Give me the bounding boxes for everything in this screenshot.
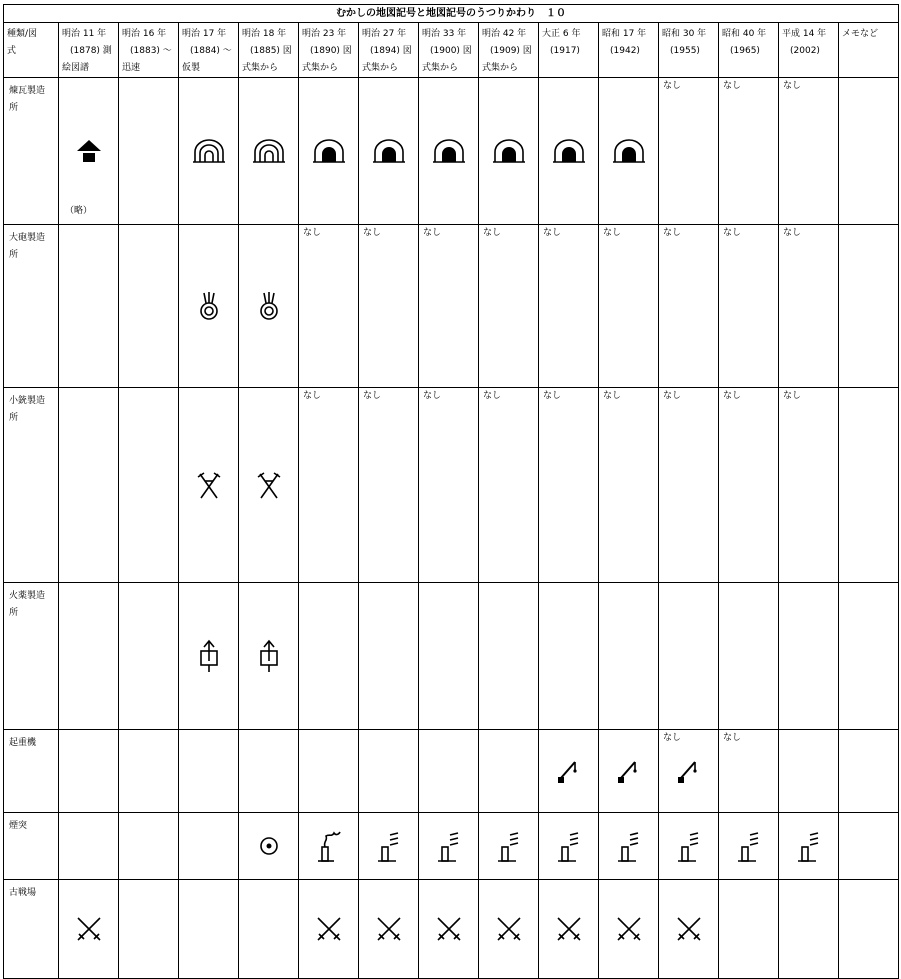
crossed-swords-icon xyxy=(374,914,404,944)
era-cell xyxy=(239,813,299,880)
era-cell xyxy=(839,78,899,225)
era-cell xyxy=(599,880,659,979)
table-title: むかしの地図記号と地図記号のうつりかわり １０ xyxy=(4,5,899,23)
era-cell xyxy=(299,583,359,730)
kiln-solid-icon xyxy=(372,138,406,164)
era-cell xyxy=(119,78,179,225)
era-cell xyxy=(659,880,719,979)
era-cell xyxy=(599,813,659,880)
none-label: なし xyxy=(363,228,382,238)
header-era: 明治 11 年 (1878) 測 絵図譜 xyxy=(59,23,119,78)
era-cell xyxy=(239,225,299,388)
none-label: なし xyxy=(723,81,742,91)
crossed-swords-icon xyxy=(74,914,104,944)
kiln-solid-icon xyxy=(552,138,586,164)
none-label: なし xyxy=(723,228,742,238)
era-cell xyxy=(419,388,479,583)
era-cell xyxy=(419,225,479,388)
era-cell xyxy=(659,583,719,730)
kiln-solid-icon xyxy=(492,138,526,164)
header-era: 昭和 17 年 (1942) xyxy=(599,23,659,78)
era-cell xyxy=(479,813,539,880)
era-cell xyxy=(59,78,119,225)
chimney-icon xyxy=(616,829,642,863)
era-cell xyxy=(359,583,419,730)
era-cell xyxy=(239,388,299,583)
header-kind: 種類/図 式 xyxy=(4,23,59,78)
era-cell xyxy=(839,880,899,979)
era-cell xyxy=(299,813,359,880)
era-cell xyxy=(719,730,779,813)
chimney-icon xyxy=(376,829,402,863)
era-cell xyxy=(419,78,479,225)
none-label: なし xyxy=(603,391,622,401)
kiln-solid-icon xyxy=(612,138,646,164)
header-era: 明治 17 年 (1884) ～ 仮製 xyxy=(179,23,239,78)
circle-dot-icon xyxy=(258,835,280,857)
crane-icon xyxy=(556,758,582,784)
table-row xyxy=(4,813,899,880)
era-cell xyxy=(539,225,599,388)
none-label: なし xyxy=(723,733,742,743)
chimney-icon xyxy=(496,829,522,863)
kind-cell: 古戦場 xyxy=(4,880,59,979)
crossed-swords-icon xyxy=(494,914,524,944)
era-cell xyxy=(59,388,119,583)
kiln-solid-icon xyxy=(312,138,346,164)
era-cell xyxy=(59,225,119,388)
header-row xyxy=(4,23,899,78)
era-cell xyxy=(659,813,719,880)
omitted-note: （略） xyxy=(65,206,93,216)
none-label: なし xyxy=(423,391,442,401)
house-arrow-icon xyxy=(74,136,104,166)
era-cell xyxy=(179,78,239,225)
none-label: なし xyxy=(783,391,802,401)
era-cell xyxy=(779,583,839,730)
era-cell xyxy=(359,78,419,225)
chimney-icon xyxy=(556,829,582,863)
era-cell xyxy=(479,880,539,979)
era-cell xyxy=(479,225,539,388)
era-cell xyxy=(719,388,779,583)
era-cell xyxy=(119,225,179,388)
none-label: なし xyxy=(783,81,802,91)
crossed-swords-icon xyxy=(314,914,344,944)
none-label: なし xyxy=(303,391,322,401)
era-cell xyxy=(359,813,419,880)
era-cell xyxy=(59,730,119,813)
era-cell xyxy=(839,388,899,583)
header-era: 平成 14 年 (2002) xyxy=(779,23,839,78)
header-era: 明治 23 年 (1890) 図 式集から xyxy=(299,23,359,78)
rifle-icon xyxy=(196,470,222,500)
none-label: なし xyxy=(483,391,502,401)
era-cell xyxy=(479,388,539,583)
era-cell xyxy=(479,78,539,225)
header-memo: メモなど xyxy=(839,23,899,78)
era-cell xyxy=(839,813,899,880)
era-cell xyxy=(239,583,299,730)
era-cell xyxy=(659,78,719,225)
era-cell xyxy=(239,730,299,813)
era-cell xyxy=(119,880,179,979)
era-cell xyxy=(239,880,299,979)
era-cell xyxy=(419,880,479,979)
era-cell xyxy=(179,388,239,583)
era-cell xyxy=(659,225,719,388)
table-row xyxy=(4,225,899,388)
era-cell xyxy=(539,78,599,225)
era-cell xyxy=(539,813,599,880)
header-era: 昭和 40 年 (1965) xyxy=(719,23,779,78)
header-era: 昭和 30 年 (1955) xyxy=(659,23,719,78)
crane-icon xyxy=(676,758,702,784)
era-cell xyxy=(59,583,119,730)
era-cell xyxy=(839,583,899,730)
kind-cell: 煉瓦製造 所 xyxy=(4,78,59,225)
symbol-table xyxy=(3,4,899,979)
era-cell xyxy=(59,880,119,979)
era-cell xyxy=(719,813,779,880)
era-cell xyxy=(779,880,839,979)
chimney-icon xyxy=(676,829,702,863)
era-cell xyxy=(179,813,239,880)
cannon-icon xyxy=(257,291,281,321)
era-cell xyxy=(839,730,899,813)
era-cell xyxy=(599,78,659,225)
none-label: なし xyxy=(663,228,682,238)
table-row xyxy=(4,730,899,813)
era-cell xyxy=(779,388,839,583)
era-cell xyxy=(479,730,539,813)
era-cell xyxy=(179,730,239,813)
era-cell xyxy=(179,880,239,979)
rifle-icon xyxy=(256,470,282,500)
era-cell xyxy=(239,78,299,225)
kind-cell: 小銃製造 所 xyxy=(4,388,59,583)
era-cell xyxy=(539,730,599,813)
era-cell xyxy=(779,78,839,225)
era-cell xyxy=(779,225,839,388)
era-cell xyxy=(719,225,779,388)
header-era: 明治 18 年 (1885) 図 式集から xyxy=(239,23,299,78)
era-cell xyxy=(419,813,479,880)
era-cell xyxy=(839,225,899,388)
era-cell xyxy=(539,388,599,583)
era-cell xyxy=(299,78,359,225)
none-label: なし xyxy=(723,391,742,401)
none-label: なし xyxy=(543,391,562,401)
era-cell xyxy=(119,583,179,730)
era-cell xyxy=(359,730,419,813)
era-cell xyxy=(779,813,839,880)
era-cell xyxy=(359,225,419,388)
kind-cell: 大砲製造 所 xyxy=(4,225,59,388)
kiln-arch-icon xyxy=(192,138,226,164)
era-cell xyxy=(599,225,659,388)
era-cell xyxy=(539,880,599,979)
era-cell xyxy=(359,388,419,583)
era-cell xyxy=(299,730,359,813)
crossed-swords-icon xyxy=(554,914,584,944)
era-cell xyxy=(719,583,779,730)
header-era: 明治 33 年 (1900) 図 式集から xyxy=(419,23,479,78)
none-label: なし xyxy=(483,228,502,238)
era-cell xyxy=(59,813,119,880)
era-cell xyxy=(119,388,179,583)
header-era: 明治 16 年 (1883) ～ 迅速 xyxy=(119,23,179,78)
none-label: なし xyxy=(423,228,442,238)
none-label: なし xyxy=(543,228,562,238)
era-cell xyxy=(419,730,479,813)
none-label: なし xyxy=(663,391,682,401)
era-cell xyxy=(299,388,359,583)
none-label: なし xyxy=(663,81,682,91)
era-cell xyxy=(779,730,839,813)
header-era: 明治 27 年 (1894) 図 式集から xyxy=(359,23,419,78)
table-row xyxy=(4,880,899,979)
none-label: なし xyxy=(783,228,802,238)
header-era: 大正 6 年 (1917) xyxy=(539,23,599,78)
era-cell xyxy=(419,583,479,730)
none-label: なし xyxy=(663,733,682,743)
chimney-icon xyxy=(796,829,822,863)
kind-cell: 火薬製造 所 xyxy=(4,583,59,730)
crossed-swords-icon xyxy=(674,914,704,944)
era-cell xyxy=(599,388,659,583)
none-label: なし xyxy=(363,391,382,401)
cannon-icon xyxy=(197,291,221,321)
era-cell xyxy=(659,388,719,583)
none-label: なし xyxy=(603,228,622,238)
chimney-icon xyxy=(436,829,462,863)
era-cell xyxy=(179,225,239,388)
kind-cell: 起重機 xyxy=(4,730,59,813)
era-cell xyxy=(599,730,659,813)
era-cell xyxy=(359,880,419,979)
era-cell xyxy=(119,730,179,813)
era-cell xyxy=(719,78,779,225)
header-era: 明治 42 年 (1909) 図 式集から xyxy=(479,23,539,78)
kiln-solid-icon xyxy=(432,138,466,164)
era-cell xyxy=(119,813,179,880)
chimney-smoke-icon xyxy=(316,829,342,863)
era-cell xyxy=(719,880,779,979)
era-cell xyxy=(539,583,599,730)
crane-icon xyxy=(616,758,642,784)
era-cell xyxy=(659,730,719,813)
none-label: なし xyxy=(303,228,322,238)
table-row xyxy=(4,388,899,583)
gunpowder-icon xyxy=(258,639,280,673)
crossed-swords-icon xyxy=(614,914,644,944)
chimney-icon xyxy=(736,829,762,863)
era-cell xyxy=(299,880,359,979)
era-cell xyxy=(299,225,359,388)
era-cell xyxy=(479,583,539,730)
table-row xyxy=(4,583,899,730)
kind-cell: 煙突 xyxy=(4,813,59,880)
crossed-swords-icon xyxy=(434,914,464,944)
gunpowder-icon xyxy=(198,639,220,673)
era-cell xyxy=(599,583,659,730)
era-cell xyxy=(179,583,239,730)
kiln-arch-icon xyxy=(252,138,286,164)
table-row xyxy=(4,78,899,225)
